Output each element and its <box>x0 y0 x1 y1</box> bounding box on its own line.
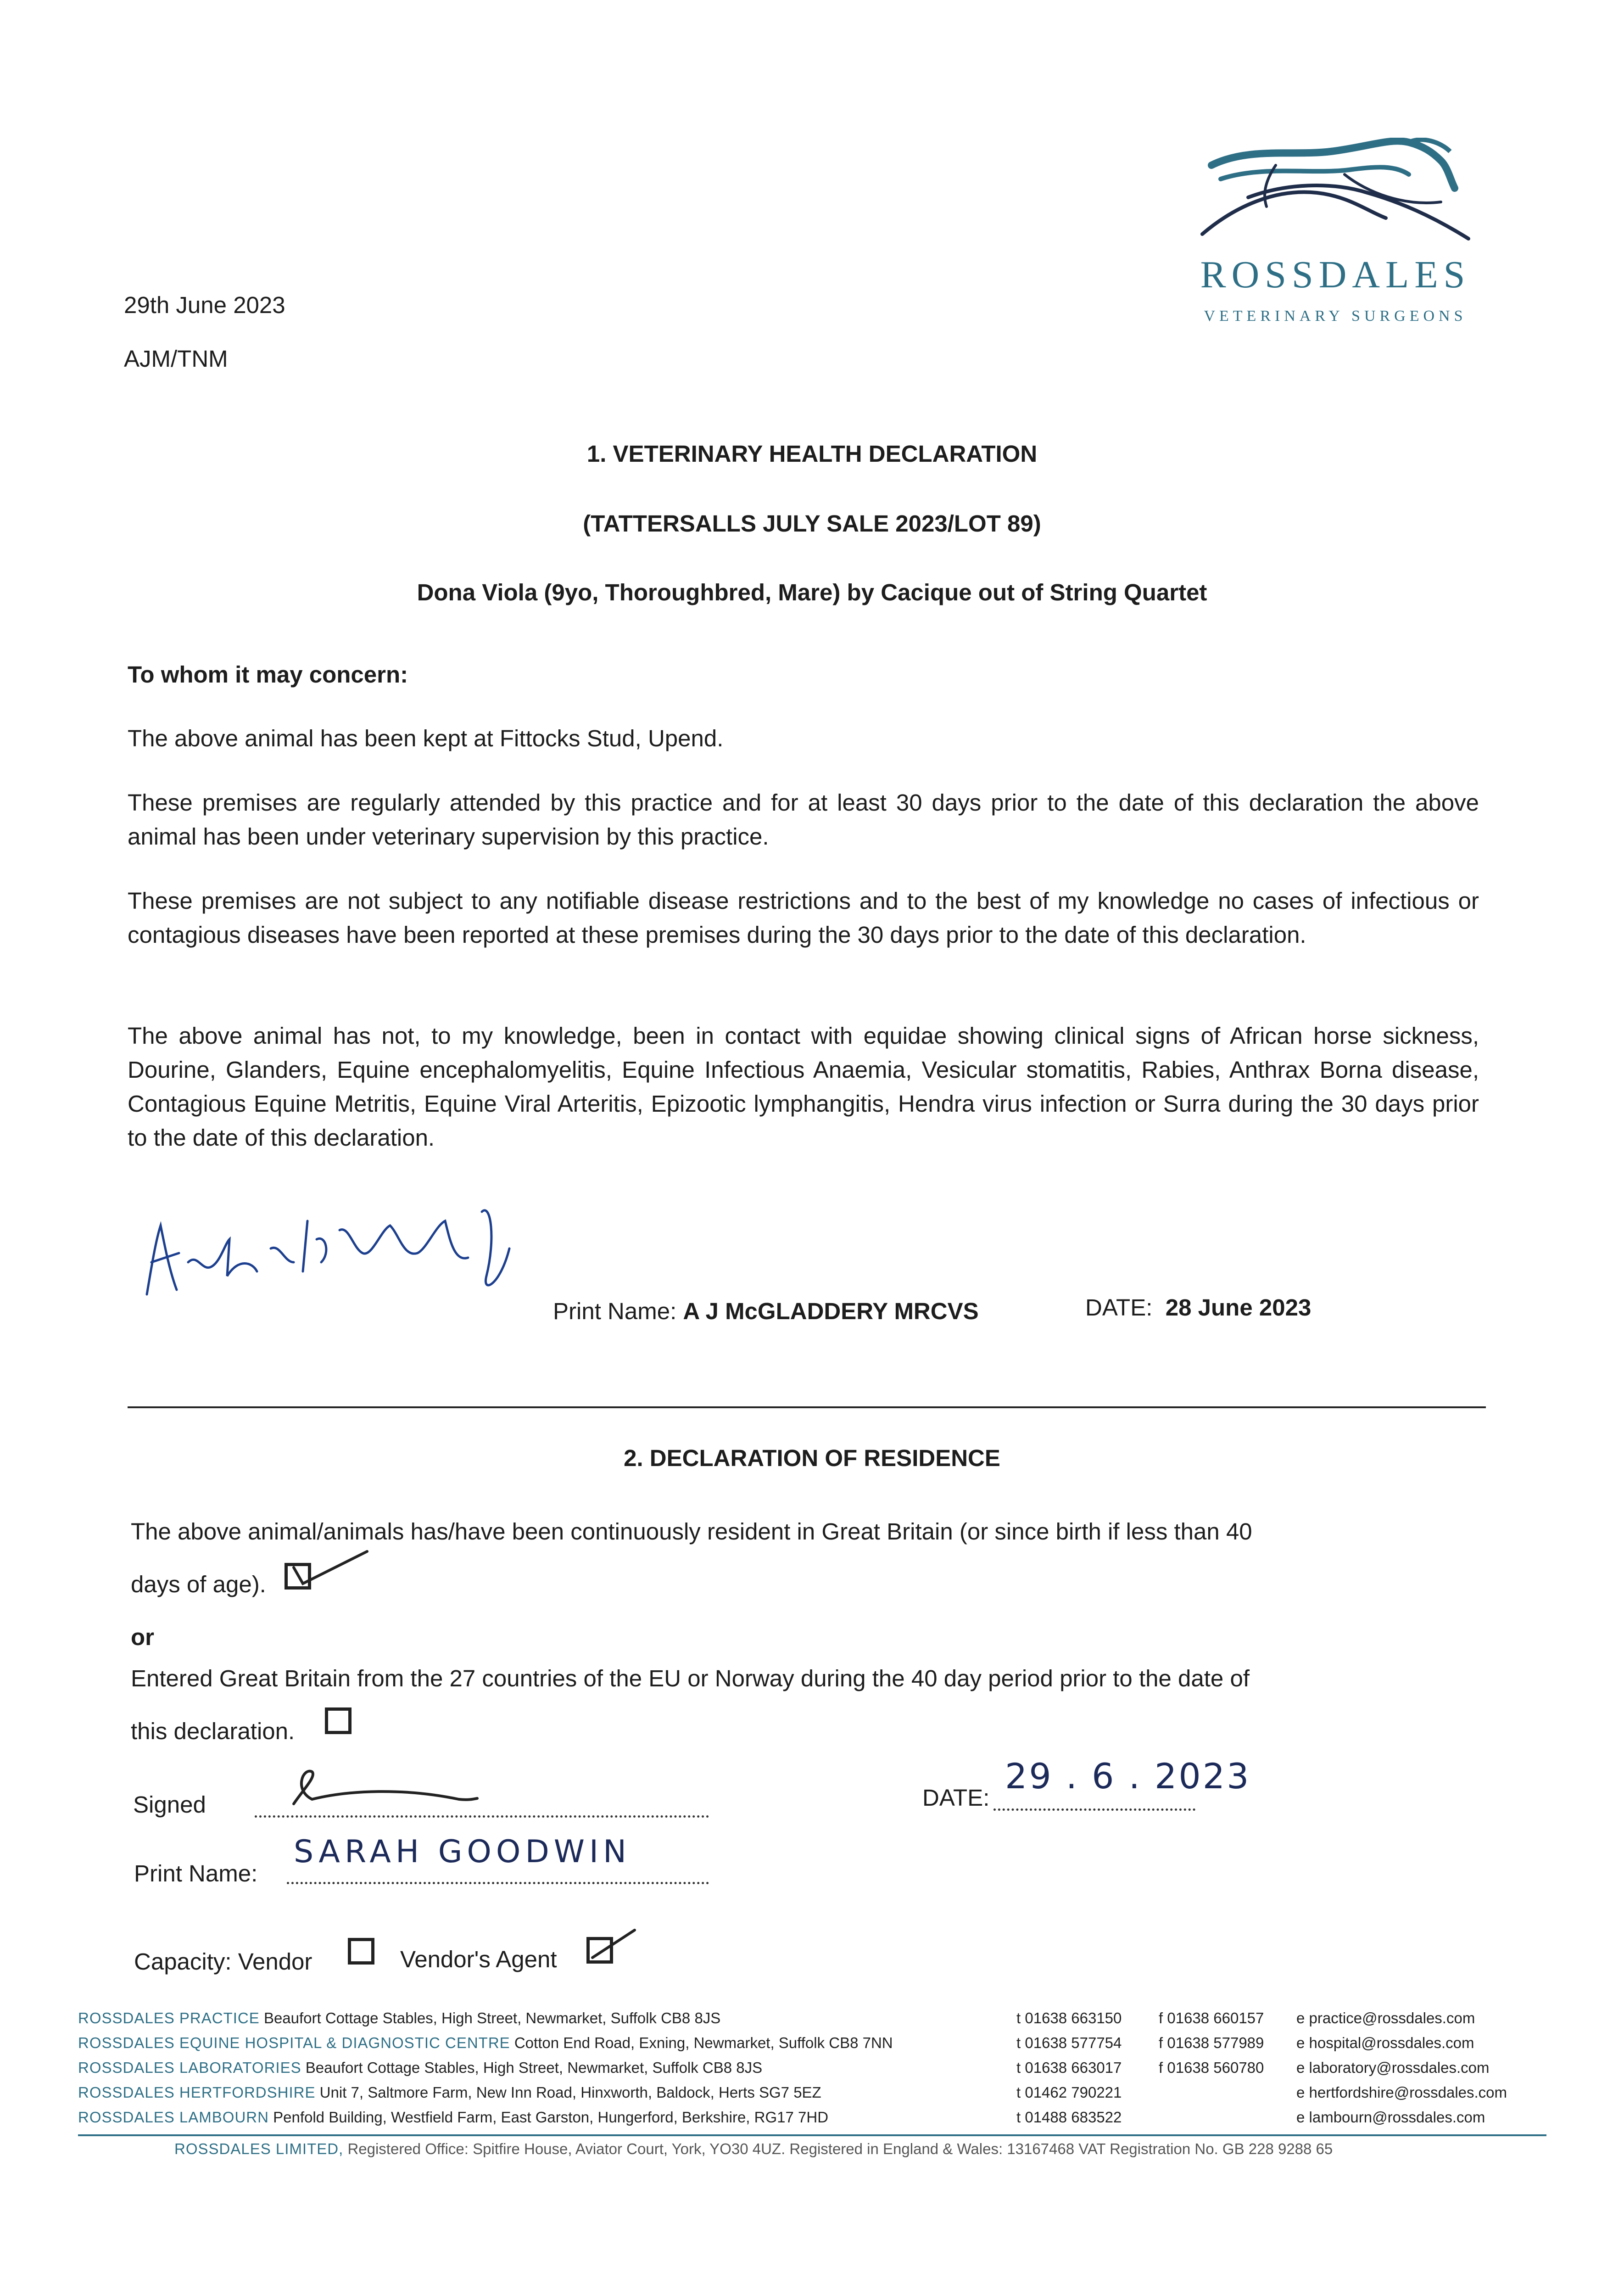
vet-date <box>1085 1291 1311 1325</box>
residence-date-value: 29 . 6 . 2023 <box>1005 1756 1251 1797</box>
registered-org: ROSSDALES LIMITED, <box>174 2140 344 2157</box>
site-address: Penfold Building, Westfield Farm, East Garston, Hungerford, Berkshire, RG17 7HD <box>273 2109 829 2126</box>
vet-print-name <box>553 1294 979 1328</box>
section2-heading: 2. DECLARATION OF RESIDENCE <box>624 1445 1000 1471</box>
letter-reference: AJM/TNM <box>124 346 228 372</box>
section1-subheading: (TATTERSALLS JULY SALE 2023/LOT 89) <box>583 510 1041 537</box>
site-address: Cotton End Road, Exning, Newmarket, Suffolk CB8 7NN <box>514 2034 893 2051</box>
site-email: e practice@rossdales.com <box>1296 2010 1475 2026</box>
option1-line1: The above animal/animals has/have been continuously resident in Great Britain (or since birth if less than 40 <box>131 1518 1252 1545</box>
footer-site-row <box>78 2055 1546 2080</box>
vendors-agent-check-mark <box>589 1926 639 1962</box>
site-org: ROSSDALES LAMBOURN <box>78 2109 269 2126</box>
animal-description: Dona Viola (9yo, Thoroughbred, Mare) by Cacique out of String Quartet <box>417 579 1207 605</box>
option2-line2: this declaration. <box>131 1718 295 1744</box>
site-fax: f 01638 660157 <box>1159 2010 1264 2026</box>
signed-label: Signed <box>133 1791 206 1818</box>
letter-date: 29th June 2023 <box>124 292 285 318</box>
salutation: To whom it may concern: <box>128 661 408 688</box>
residence-date-label: DATE: <box>922 1785 990 1811</box>
paragraph-restrictions: These premises are not subject to any notifiable disease restrictions and to the best of my knowledge no cases of infectious or contagious diseases have been reported at these premises during the 30 days prior to the date of this declaration. <box>128 888 1479 948</box>
site-fax: f 01638 560780 <box>1159 2059 1264 2076</box>
footer-divider <box>78 2134 1546 2136</box>
vendor-signature <box>285 1763 541 1813</box>
residence-print-name-label: Print Name: <box>134 1860 258 1886</box>
site-address: Beaufort Cottage Stables, High Street, Newmarket, Suffolk CB8 8JS <box>305 2059 763 2076</box>
option1-line2: days of age). <box>131 1571 266 1597</box>
footer-site-row <box>78 2105 1546 2130</box>
footer-sites <box>78 2006 1546 2130</box>
print-name-label: Print Name: <box>553 1298 677 1324</box>
option2-checkbox[interactable] <box>325 1707 352 1734</box>
paragraph-contact: The above animal has not, to my knowledge, been in contact with equidae showing clinical signs of African horse sickness, Dourine, Glanders, Equine encephalomyelitis, Equine Infectious Anaemia, Vesicular stomatitis, Rabies, Anthrax Borna disease, Contagious Equine Metritis, Equine Viral Arteritis, Epizootic lymphangitis, Hendra virus infection or Surra during the 30 days prior to the date of this declaration. <box>128 1023 1479 1151</box>
print-name-value: A J McGLADDERY MRCVS <box>683 1298 979 1324</box>
vet-date-value: 28 June 2023 <box>1165 1294 1311 1321</box>
residence-print-name-value: SARAH GOODWIN <box>294 1834 631 1870</box>
capacity-label: Capacity: Vendor <box>134 1948 313 1975</box>
site-tel: t 01462 790221 <box>1016 2084 1122 2101</box>
site-address: Unit 7, Saltmore Farm, New Inn Road, Hinxworth, Baldock, Herts SG7 5EZ <box>319 2084 821 2101</box>
site-tel: t 01638 663017 <box>1016 2059 1122 2076</box>
site-tel: t 01638 577754 <box>1016 2034 1122 2051</box>
or-label: or <box>131 1624 154 1650</box>
option2-line1: Entered Great Britain from the 27 countries of the EU or Norway during the 40 day period prior to the date of <box>131 1665 1250 1691</box>
vet-signature <box>133 1184 546 1304</box>
horse-logo-icon <box>1193 138 1478 248</box>
section-divider <box>128 1406 1486 1408</box>
site-org: ROSSDALES EQUINE HOSPITAL & DIAGNOSTIC CENTRE <box>78 2034 510 2051</box>
rossdales-logo <box>1189 138 1482 340</box>
site-org: ROSSDALES PRACTICE <box>78 2010 260 2026</box>
residence-print-name-line[interactable] <box>287 1877 709 1884</box>
vet-date-label: DATE: <box>1085 1294 1153 1321</box>
logo-name: ROSSDALES <box>1200 253 1471 296</box>
section1-heading: 1. VETERINARY HEALTH DECLARATION <box>586 441 1038 467</box>
residence-date-line[interactable] <box>993 1804 1195 1811</box>
footer-site-row <box>78 2031 1546 2055</box>
footer-registration <box>174 2137 1333 2161</box>
site-org: ROSSDALES HERTFORDSHIRE <box>78 2084 316 2101</box>
paragraph-supervision: These premises are regularly attended by this practice and for at least 30 days prior to the date of this declaration the above animal has been under veterinary supervision by this practice. <box>128 789 1479 850</box>
site-fax: f 01638 577989 <box>1159 2034 1264 2051</box>
logo-tagline: VETERINARY SURGEONS <box>1204 308 1467 325</box>
site-email: e hospital@rossdales.com <box>1296 2034 1474 2051</box>
vendor-checkbox[interactable] <box>348 1938 374 1965</box>
site-tel: t 01488 683522 <box>1016 2109 1122 2126</box>
site-address: Beaufort Cottage Stables, High Street, Newmarket, Suffolk CB8 8JS <box>263 2010 721 2026</box>
site-org: ROSSDALES LABORATORIES <box>78 2059 301 2076</box>
site-tel: t 01638 663150 <box>1016 2010 1122 2026</box>
footer-site-row <box>78 2006 1546 2031</box>
paragraph-premises: The above animal has been kept at Fittocks Stud, Upend. <box>128 725 724 751</box>
vendors-agent-label: Vendor's Agent <box>400 1946 557 1972</box>
site-email: e laboratory@rossdales.com <box>1296 2059 1490 2076</box>
registered-text: Registered Office: Spitfire House, Aviator Court, York, YO30 4UZ. Registered in England & Wales: 13167468 VAT Registration No. GB 228 9288 65 <box>347 2140 1333 2157</box>
site-email: e lambourn@rossdales.com <box>1296 2109 1485 2126</box>
site-email: e hertfordshire@rossdales.com <box>1296 2084 1507 2101</box>
option1-check-mark <box>289 1547 372 1588</box>
footer-site-row <box>78 2080 1546 2105</box>
